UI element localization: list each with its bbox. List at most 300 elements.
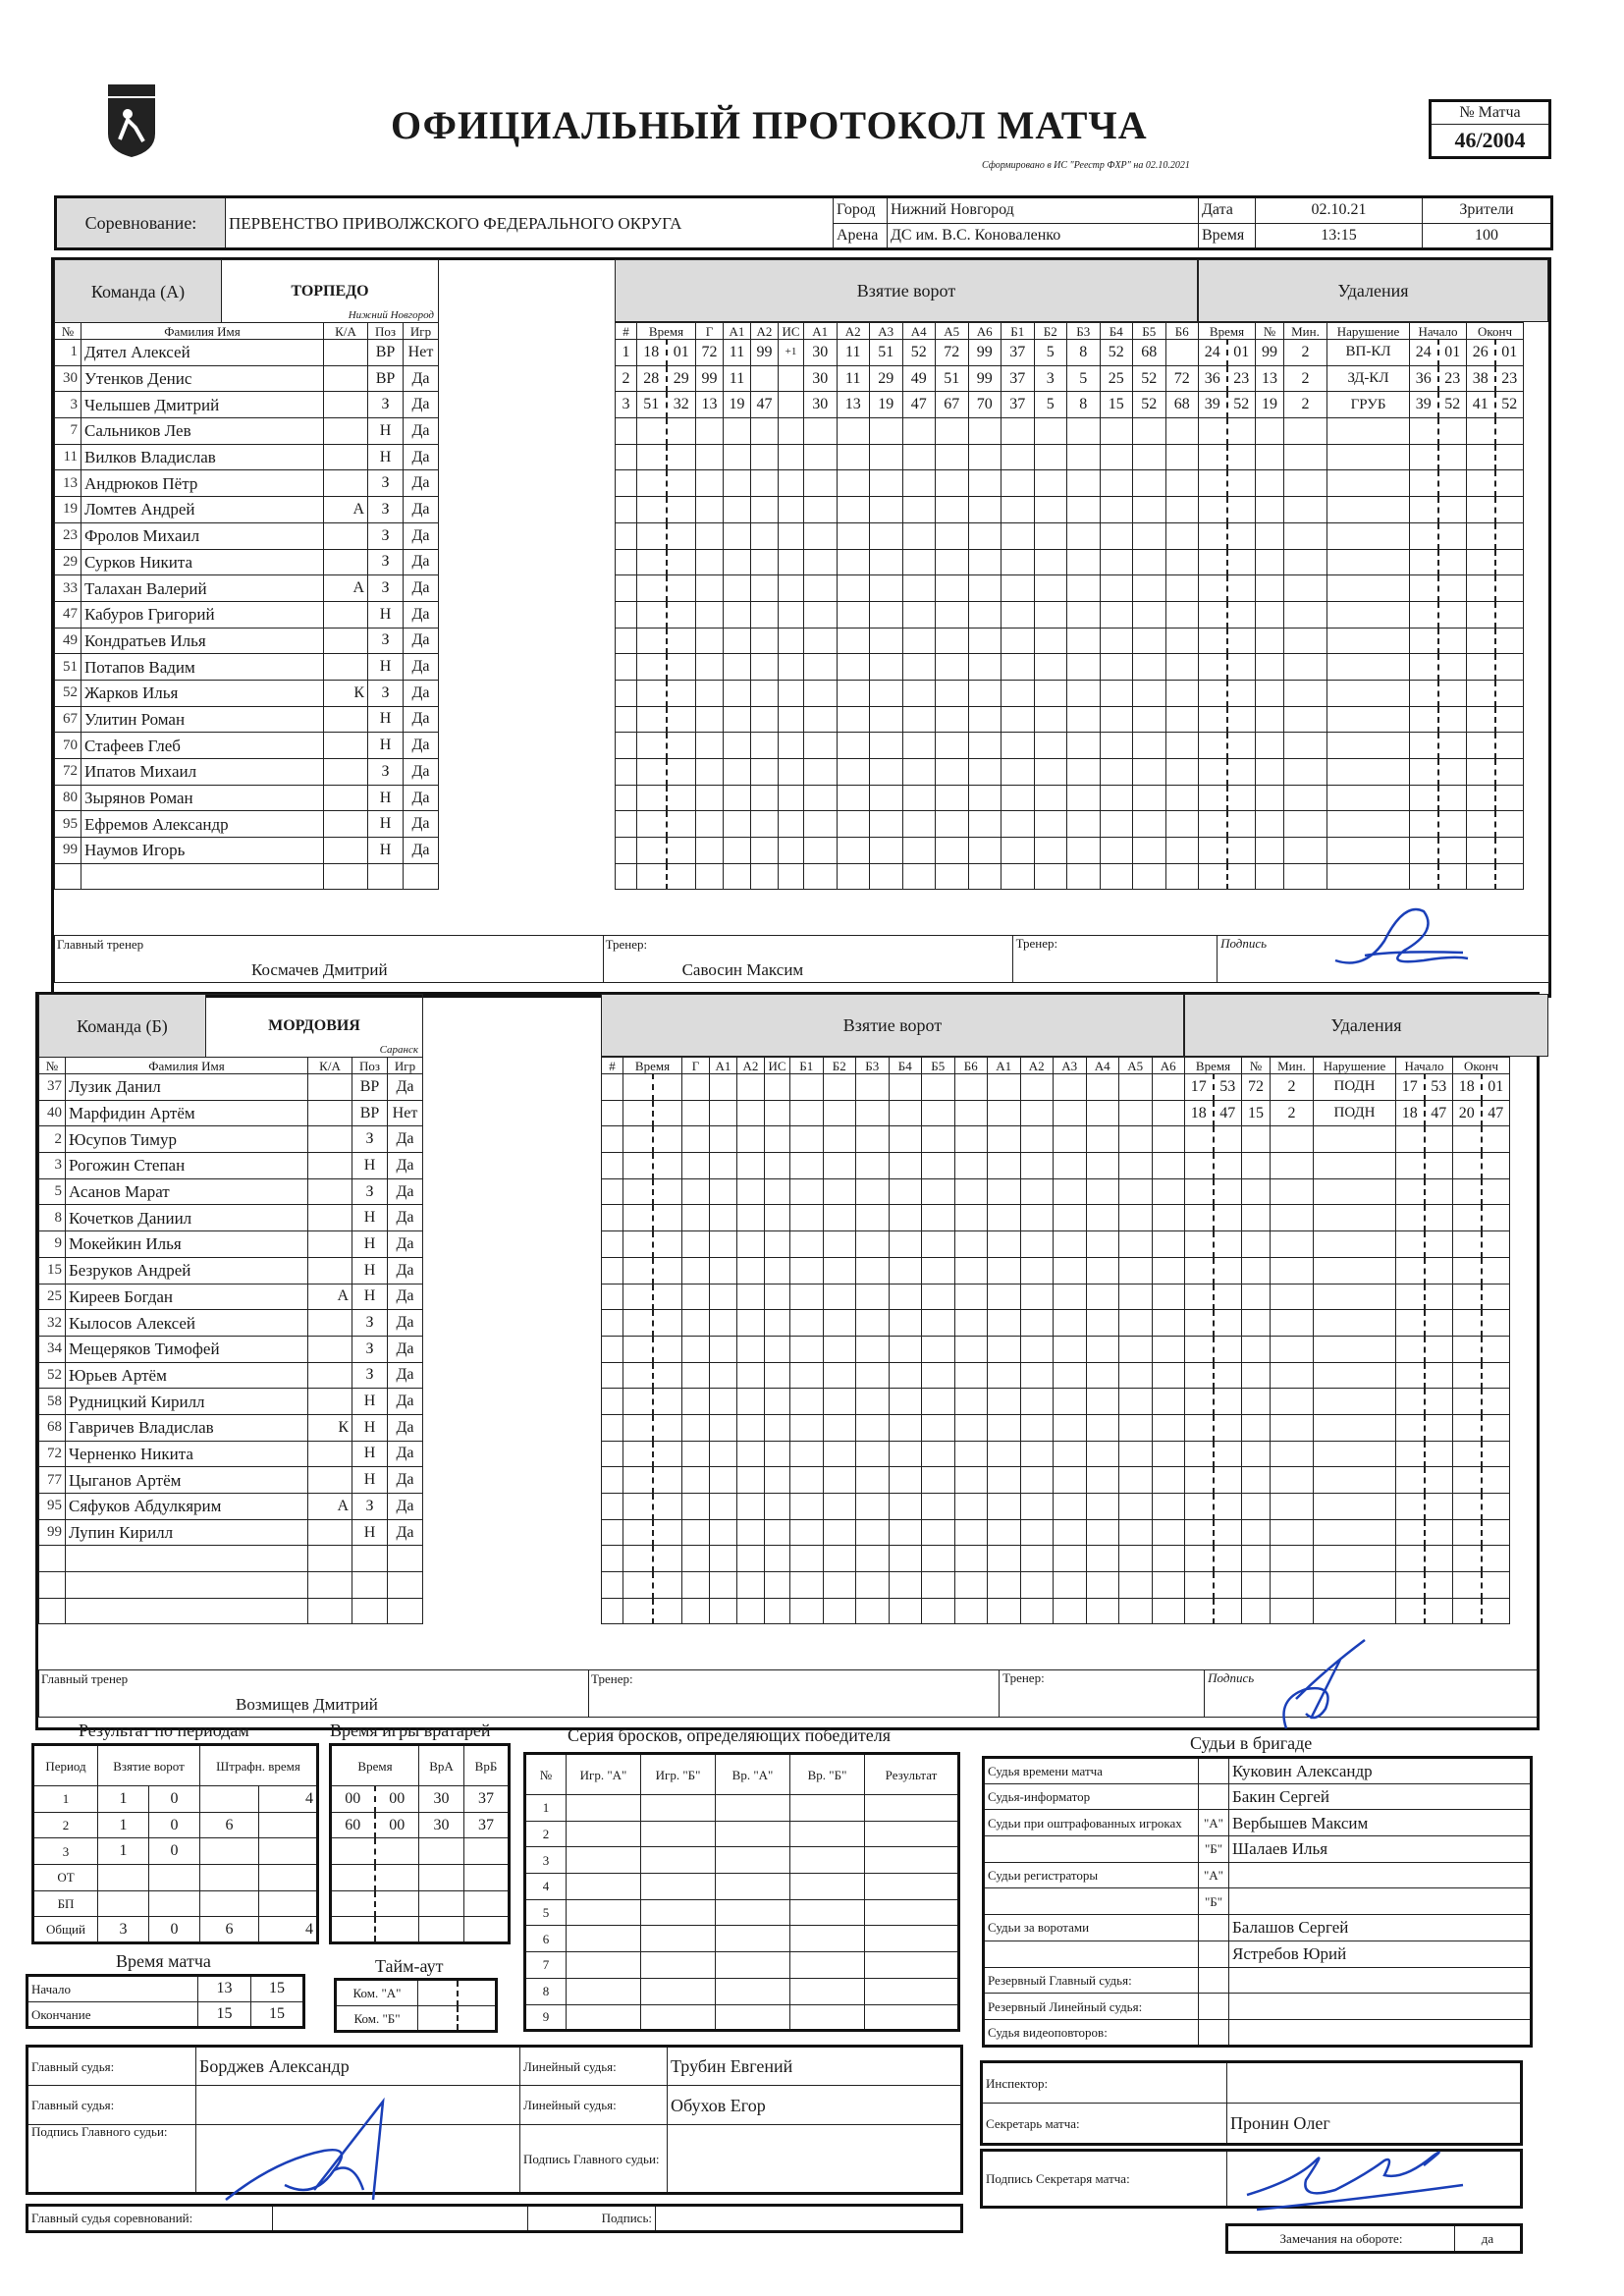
player-row (39, 1100, 423, 1126)
player-position: Н (352, 1467, 388, 1494)
penalty-cell (1314, 1178, 1396, 1205)
goal-cell (936, 811, 969, 838)
goal-cell (616, 522, 637, 549)
goal-cell: 1 (616, 340, 637, 366)
penalty-row (1199, 759, 1524, 786)
goal-cell (1001, 601, 1035, 628)
penalty-row (1199, 497, 1524, 523)
penalty-cell (1396, 1441, 1425, 1467)
penalty-cell (1425, 1310, 1453, 1337)
goal-cell: 5 (1067, 365, 1101, 392)
penalty-cell (1425, 1441, 1453, 1467)
penalty-cell: 2 (1284, 392, 1327, 418)
goal-cell (823, 1546, 856, 1572)
goal-cell (1067, 759, 1101, 786)
goal-cell (889, 1441, 922, 1467)
penalty-row (1199, 470, 1524, 497)
penalty-cell (1438, 759, 1467, 786)
penalty-cell (1495, 444, 1524, 470)
c (641, 1795, 716, 1822)
penalty-cell (1256, 418, 1284, 445)
goal-cell: 15 (1100, 392, 1133, 418)
penalty-row (1185, 1205, 1510, 1231)
penalty-cell (1199, 785, 1227, 811)
goal-cell (710, 1441, 737, 1467)
player-name: Гавричев Владислав (66, 1414, 308, 1441)
goal-row (616, 522, 1199, 549)
goal-col-head: Г (696, 323, 724, 340)
c (716, 1978, 790, 2004)
goal-cell: 18 (637, 340, 667, 366)
penalty-cell (1453, 1467, 1482, 1494)
player-number: 67 (55, 706, 81, 733)
period-row (33, 1865, 318, 1891)
goal-cell (602, 1494, 623, 1520)
player-position (368, 863, 404, 890)
player-name: Челышев Дмитрий (81, 392, 324, 418)
penalty-row (1185, 1494, 1510, 1520)
penalty-cell (1256, 838, 1284, 864)
col-pos: Поз (352, 1058, 388, 1074)
penalty-row (1185, 1546, 1510, 1572)
penalty-cell: 52 (1438, 392, 1467, 418)
goal-cell (696, 444, 724, 470)
goalie-cell: 30 (419, 1786, 464, 1813)
player-played: Да (404, 785, 439, 811)
goal-cell (616, 654, 637, 681)
player-played: Да (404, 522, 439, 549)
goal-cell (667, 680, 696, 706)
penalty-cell: 26 (1467, 340, 1495, 366)
goal-cell (823, 1100, 856, 1126)
goal-cell (1152, 1074, 1185, 1101)
goal-cell (936, 733, 969, 759)
team-a-roster (54, 322, 439, 890)
penalty-cell (1495, 601, 1524, 628)
goal-col-time: Время (623, 1058, 682, 1074)
goal-cell: 37 (1001, 365, 1035, 392)
goal-cell (790, 1231, 824, 1258)
player-ka (324, 811, 368, 838)
goal-cell (968, 838, 1001, 864)
goal-cell (936, 601, 969, 628)
goal-cell (637, 628, 667, 654)
goal-cell (902, 863, 936, 890)
goal-cell (804, 811, 838, 838)
team-a-coach (603, 936, 1012, 983)
penalty-cell (1199, 811, 1227, 838)
player-ka: А (308, 1284, 352, 1310)
pen-col-min: Мин. (1271, 1058, 1314, 1074)
goal-cell (667, 863, 696, 890)
penalty-cell (1199, 628, 1227, 654)
penalty-cell (1453, 1257, 1482, 1284)
official-row (984, 1941, 1532, 1967)
goal-cell (790, 1257, 824, 1284)
player-played: Нет (388, 1100, 423, 1126)
goal-cell (922, 1126, 955, 1153)
penalty-cell: 2 (1271, 1100, 1314, 1126)
goal-cell (889, 1284, 922, 1310)
goal-cell: 52 (1133, 365, 1166, 392)
penalty-cell (1482, 1519, 1510, 1546)
official-role: Судьи регистраторы (984, 1862, 1199, 1888)
player-played (404, 863, 439, 890)
period-row (33, 1917, 318, 1943)
penalty-cell (1227, 706, 1256, 733)
penalty-cell (1271, 1546, 1314, 1572)
shootout-num: 1 (525, 1795, 567, 1822)
pen-col-violation: Нарушение (1314, 1058, 1396, 1074)
period-cell (149, 1890, 200, 1917)
penalty-cell: 53 (1214, 1074, 1242, 1101)
penalty-row (1185, 1467, 1510, 1494)
player-name (66, 1572, 308, 1599)
goal-cell (870, 522, 903, 549)
goal-cell (1086, 1494, 1119, 1520)
goal-cell: 67 (936, 392, 969, 418)
match-info (54, 195, 1553, 250)
penalty-cell (1410, 759, 1438, 786)
date: 02.10.21 (1256, 197, 1423, 224)
shootout-num: 7 (525, 1952, 567, 1979)
goal-cell: 01 (667, 340, 696, 366)
c (641, 1978, 716, 2004)
signature-secretary (1237, 2121, 1473, 2229)
player-row (55, 785, 439, 811)
goal-cell (936, 628, 969, 654)
player-name: Ломтев Андрей (81, 497, 324, 523)
goal-cell (616, 811, 637, 838)
player-number: 34 (39, 1336, 66, 1362)
player-position: Н (352, 1205, 388, 1231)
penalty-cell (1467, 785, 1495, 811)
col-played: Игр (404, 323, 439, 340)
pen-col-min: Мин. (1284, 323, 1327, 340)
player-row (39, 1362, 423, 1389)
linesman-label: Линейный судья: (520, 2047, 668, 2086)
goal-cell (710, 1572, 737, 1599)
goal-cell (1119, 1494, 1153, 1520)
goal-cell (790, 1178, 824, 1205)
goal-cell (682, 1336, 710, 1362)
goal-cell (667, 522, 696, 549)
goal-cell (870, 444, 903, 470)
penalty-cell (1396, 1519, 1425, 1546)
goal-cell (637, 470, 667, 497)
timeout-b-2 (458, 2005, 497, 2032)
penalty-cell (1185, 1178, 1214, 1205)
penalty-cell (1256, 497, 1284, 523)
goal-cell (837, 838, 870, 864)
goal-row (602, 1231, 1185, 1258)
penalty-cell (1425, 1362, 1453, 1389)
penalty-cell (1214, 1362, 1242, 1389)
goal-cell (790, 1153, 824, 1179)
shootout-col: Вр. "Б" (790, 1754, 865, 1795)
goalie-cell (464, 1865, 510, 1891)
goal-row (616, 680, 1199, 706)
goal-cell (779, 444, 804, 470)
goal-cell (602, 1598, 623, 1624)
penalty-cell (1410, 418, 1438, 445)
penalty-cell (1467, 470, 1495, 497)
player-number: 77 (39, 1467, 66, 1494)
goal-row (602, 1284, 1185, 1310)
penalty-cell (1314, 1257, 1396, 1284)
penalty-cell: 23 (1227, 365, 1256, 392)
goal-cell (1086, 1336, 1119, 1362)
player-name: Потапов Вадим (81, 654, 324, 681)
goal-cell (1034, 522, 1067, 549)
c (790, 1795, 865, 1822)
goal-col-head: А3 (1054, 1058, 1087, 1074)
sign-label: Подпись (1208, 1670, 1255, 1685)
penalty-cell (1256, 863, 1284, 890)
goal-cell: 37 (1001, 392, 1035, 418)
goal-col-head: Б1 (1001, 323, 1035, 340)
goal-cell (804, 628, 838, 654)
player-row (55, 759, 439, 786)
penalty-cell (1242, 1519, 1271, 1546)
goal-cell (637, 733, 667, 759)
goal-cell (1119, 1178, 1153, 1205)
goal-cell (623, 1336, 653, 1362)
player-position: Н (352, 1257, 388, 1284)
goal-cell (870, 575, 903, 602)
goal-cell (870, 838, 903, 864)
goal-cell (779, 497, 804, 523)
goal-col-head: А4 (902, 323, 936, 340)
goal-cell: 68 (1165, 392, 1199, 418)
penalty-cell (1410, 838, 1438, 864)
player-played: Да (388, 1178, 423, 1205)
goal-cell (1152, 1153, 1185, 1179)
player-ka (324, 654, 368, 681)
shootout-col: Игр. "Б" (641, 1754, 716, 1795)
player-name: Юрьев Артём (66, 1362, 308, 1389)
goal-cell (804, 549, 838, 575)
goal-cell (870, 811, 903, 838)
period-cell: 4 (259, 1786, 318, 1813)
player-ka (308, 1336, 352, 1362)
goal-cell (837, 628, 870, 654)
goal-cell (1067, 838, 1101, 864)
goal-cell (724, 628, 751, 654)
goal-cell (779, 863, 804, 890)
main-referee-2-label: Главный судья: (27, 2086, 196, 2125)
goal-cell (954, 1572, 988, 1599)
player-ka (324, 549, 368, 575)
goal-cell (751, 654, 779, 681)
penalty-cell (1327, 759, 1410, 786)
player-number: 5 (39, 1178, 66, 1205)
goal-col-head: Б1 (790, 1058, 824, 1074)
penalty-row (1185, 1389, 1510, 1415)
goal-cell: 29 (870, 365, 903, 392)
goal-cell (724, 444, 751, 470)
goal-row (616, 863, 1199, 890)
c (865, 1978, 959, 2004)
secretary: Пронин Олег (1227, 2104, 1522, 2145)
goal-cell (667, 706, 696, 733)
penalty-cell: 2 (1284, 340, 1327, 366)
player-number: 8 (39, 1205, 66, 1231)
penalty-cell: 24 (1410, 340, 1438, 366)
goal-cell (616, 838, 637, 864)
penalty-cell (1284, 733, 1327, 759)
player-position: З (368, 522, 404, 549)
penalty-cell (1327, 497, 1410, 523)
goal-cell (737, 1467, 765, 1494)
player-name: Черненко Никита (66, 1441, 308, 1467)
goal-cell (1086, 1100, 1119, 1126)
goal-cell (710, 1389, 737, 1415)
goal-cell (889, 1100, 922, 1126)
penalty-row (1185, 1414, 1510, 1441)
penalty-cell (1227, 522, 1256, 549)
penalty-cell (1199, 733, 1227, 759)
penalty-cell (1438, 680, 1467, 706)
goal-cell: 49 (902, 365, 936, 392)
player-position: З (368, 628, 404, 654)
goal-cell (724, 733, 751, 759)
goal-cell (779, 575, 804, 602)
timeout-table (334, 1978, 498, 2033)
goal-cell (922, 1598, 955, 1624)
goal-cell (737, 1074, 765, 1101)
penalty-cell (1425, 1414, 1453, 1441)
player-played: Да (388, 1126, 423, 1153)
goal-cell (790, 1441, 824, 1467)
goal-cell (779, 628, 804, 654)
player-played: Да (404, 654, 439, 681)
goal-cell (988, 1519, 1021, 1546)
goal-cell (1020, 1257, 1054, 1284)
goal-cell (751, 680, 779, 706)
goal-cell (765, 1414, 790, 1441)
goal-col-head: # (602, 1058, 623, 1074)
player-name (66, 1598, 308, 1624)
goal-cell (765, 1310, 790, 1337)
goal-cell (765, 1257, 790, 1284)
goal-cell (1133, 628, 1166, 654)
penalty-cell (1482, 1414, 1510, 1441)
penalty-cell: 52 (1495, 392, 1524, 418)
goal-cell (653, 1467, 682, 1494)
goal-cell (968, 444, 1001, 470)
player-played: Да (388, 1205, 423, 1231)
goal-cell: 11 (724, 340, 751, 366)
goal-cell (751, 811, 779, 838)
goal-cell (1020, 1494, 1054, 1520)
penalty-cell (1438, 785, 1467, 811)
goal-col-head: ИС (765, 1058, 790, 1074)
c (865, 1874, 959, 1900)
goal-cell (779, 365, 804, 392)
goal-cell (1165, 575, 1199, 602)
penalty-cell (1242, 1153, 1271, 1179)
goal-cell (737, 1205, 765, 1231)
goal-cell (602, 1100, 623, 1126)
team-a-goals (615, 322, 1199, 890)
c (567, 1874, 641, 1900)
player-number: 95 (39, 1494, 66, 1520)
coach-label: Тренер: (1015, 936, 1058, 951)
timeout-b-label: Ком. "Б" (336, 2005, 418, 2032)
goal-cell (889, 1546, 922, 1572)
goalie-cell (331, 1890, 375, 1917)
goal-cell (902, 811, 936, 838)
goal-row (616, 470, 1199, 497)
goal-cell (837, 863, 870, 890)
penalty-cell (1425, 1546, 1453, 1572)
goal-cell (1133, 811, 1166, 838)
player-ka (308, 1074, 352, 1101)
goal-cell (751, 733, 779, 759)
c (865, 1926, 959, 1952)
goal-cell (790, 1362, 824, 1389)
goal-cell (765, 1494, 790, 1520)
goal-cell (1133, 418, 1166, 445)
penalty-cell (1396, 1467, 1425, 1494)
penalty-cell (1410, 470, 1438, 497)
player-played: Да (388, 1284, 423, 1310)
penalty-cell (1482, 1205, 1510, 1231)
penalty-cell (1256, 733, 1284, 759)
penalty-cell (1256, 601, 1284, 628)
penalty-cell (1410, 549, 1438, 575)
period-cell: 1 (98, 1838, 149, 1865)
penalty-cell (1271, 1519, 1314, 1546)
player-ka (308, 1389, 352, 1415)
penalty-cell (1242, 1336, 1271, 1362)
penalty-cell (1199, 601, 1227, 628)
goal-cell (922, 1205, 955, 1231)
period-cell: 4 (259, 1917, 318, 1943)
goal-cell (922, 1336, 955, 1362)
c (865, 1821, 959, 1847)
goal-cell (954, 1441, 988, 1467)
player-ka (324, 340, 368, 366)
player-played: Да (388, 1336, 423, 1362)
player-position: З (352, 1310, 388, 1337)
goal-row (616, 628, 1199, 654)
head-coach-label: Главный тренер (57, 937, 144, 952)
official-row (984, 1783, 1532, 1810)
goal-row (616, 497, 1199, 523)
shootout-row (525, 1899, 959, 1926)
goal-cell (968, 785, 1001, 811)
penalty-cell (1314, 1598, 1396, 1624)
penalty-cell (1214, 1598, 1242, 1624)
penalty-cell (1438, 601, 1467, 628)
player-name: Мокейкин Илья (66, 1231, 308, 1258)
head-coach-label: Главный тренер (41, 1671, 129, 1686)
goal-cell (1165, 418, 1199, 445)
goal-cell (653, 1389, 682, 1415)
shootout-row (525, 1795, 959, 1822)
goal-cell (1001, 759, 1035, 786)
goal-cell (968, 706, 1001, 733)
goal-cell (637, 811, 667, 838)
penalty-cell (1271, 1572, 1314, 1599)
c (865, 1899, 959, 1926)
shootout-num: 9 (525, 2004, 567, 2031)
goal-cell (1086, 1257, 1119, 1284)
goal-cell (696, 628, 724, 654)
goal-cell (1119, 1153, 1153, 1179)
